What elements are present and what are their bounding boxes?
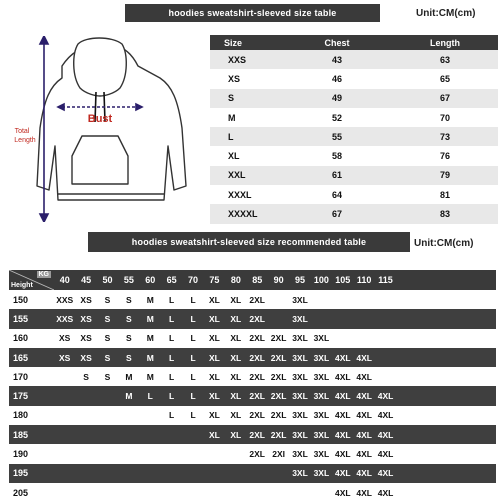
size-cell: XL	[208, 429, 220, 440]
weight-header-cell: 45	[81, 275, 92, 285]
size-cell: 4XL	[377, 410, 394, 421]
height-cell: 175	[13, 391, 29, 402]
size-chart-table	[210, 35, 498, 224]
height-cell: 170	[13, 371, 29, 382]
size-cell: 4XL	[334, 352, 351, 363]
size-cell: 4XL	[377, 468, 394, 479]
size-cell: XL	[230, 410, 242, 421]
size-cell: 3XL	[292, 410, 308, 421]
size-cell: XS	[59, 352, 71, 363]
size-cell: 4XL	[334, 371, 351, 382]
size-cell: L	[169, 410, 175, 421]
size-cell: L	[190, 352, 196, 363]
size-cell: M	[146, 371, 154, 382]
length-cell: 81	[392, 185, 498, 204]
length-cell: 79	[392, 166, 498, 185]
size-cell: L	[169, 313, 175, 324]
size-cell: 2XL	[249, 429, 265, 440]
weight-header-cell: 95	[294, 275, 305, 285]
chest-cell: 67	[282, 204, 392, 223]
size-cell: L	[210, 127, 282, 146]
size-cell: M	[125, 391, 133, 402]
size-cell: XL	[208, 410, 220, 421]
table-row	[9, 386, 496, 405]
chest-cell: 43	[282, 50, 392, 69]
table-row	[210, 127, 498, 146]
size-cell: XL	[230, 371, 242, 382]
height-cell: 195	[13, 468, 29, 479]
weight-header-cell: 90	[273, 275, 284, 285]
height-label: Height	[11, 282, 33, 289]
size-cell: 4XL	[334, 468, 351, 479]
size-cell: L	[169, 333, 175, 344]
rec-table-unit: Unit:CM(cm)	[414, 238, 474, 249]
table-corner	[9, 270, 54, 290]
chest-cell: 49	[282, 89, 392, 108]
size-cell: L	[169, 391, 175, 402]
size-cell: XL	[230, 352, 242, 363]
kg-label: KG	[38, 271, 49, 278]
size-cell: XXS	[56, 294, 74, 305]
size-cell: XS	[80, 294, 92, 305]
weight-header-row	[9, 270, 496, 290]
size-cell: 4XL	[377, 429, 394, 440]
size-cell: XXXXL	[210, 204, 282, 223]
size-cell: 2XL	[249, 391, 265, 402]
size-cell: XL	[210, 146, 282, 165]
table-row	[210, 204, 498, 223]
size-cell: S	[104, 371, 111, 382]
size-table-title: hoodies sweatshirt-sleeved size table	[125, 4, 380, 22]
table-row	[210, 69, 498, 88]
height-cell: 190	[13, 449, 29, 460]
size-cell: L	[147, 391, 153, 402]
size-cell: XS	[80, 352, 92, 363]
table-row	[9, 367, 496, 386]
size-cell: L	[190, 410, 196, 421]
size-cell: 2XL	[270, 333, 287, 344]
size-cell: XL	[208, 294, 220, 305]
table-row	[9, 464, 496, 483]
size-cell: XL	[230, 429, 242, 440]
chest-cell: 52	[282, 108, 392, 127]
length-cell: 67	[392, 89, 498, 108]
size-cell: 3XL	[292, 391, 308, 402]
weight-header-cell: 50	[102, 275, 113, 285]
size-cell: S	[104, 313, 111, 324]
table-row	[9, 348, 496, 367]
size-cell: XXS	[56, 313, 74, 324]
size-cell: 4XL	[334, 487, 351, 498]
size-cell: S	[104, 294, 111, 305]
size-cell: 2XL	[249, 449, 265, 460]
size-cell: 2XL	[270, 410, 287, 421]
size-cell: XL	[230, 333, 242, 344]
size-cell: 3XL	[313, 410, 330, 421]
table-row	[9, 329, 496, 348]
size-cell: XL	[230, 313, 242, 324]
size-cell: XL	[230, 294, 242, 305]
column-header-length: Length	[392, 35, 498, 50]
weight-header-cell: 60	[145, 275, 156, 285]
size-cell: M	[125, 371, 133, 382]
size-cell: 3XL	[292, 429, 308, 440]
weight-header-cell: 80	[230, 275, 241, 285]
size-cell: 3XL	[313, 333, 330, 344]
column-header-size: Size	[210, 35, 282, 50]
weight-header-cell: 85	[252, 275, 263, 285]
size-cell: XS	[80, 333, 92, 344]
size-cell: 4XL	[334, 391, 351, 402]
size-cell: 3XL	[313, 468, 330, 479]
size-cell: XL	[208, 313, 220, 324]
size-cell: 4XL	[356, 410, 372, 421]
size-cell: 3XL	[292, 294, 308, 305]
size-cell: XS	[59, 333, 71, 344]
table-row	[210, 185, 498, 204]
height-cell: 150	[13, 294, 29, 305]
weight-header-cell: 115	[378, 275, 393, 285]
size-cell: XL	[208, 371, 220, 382]
size-cell: L	[190, 294, 196, 305]
size-cell: S	[126, 313, 132, 324]
size-cell: 4XL	[377, 487, 394, 498]
size-cell: 4XL	[377, 449, 394, 460]
size-cell: 2XI	[272, 449, 285, 460]
size-cell: 3XL	[292, 449, 308, 460]
size-cell: 4XL	[356, 371, 372, 382]
size-table-unit: Unit:CM(cm)	[416, 8, 476, 19]
hoodie-illustration	[0, 36, 200, 222]
table-row	[9, 309, 496, 328]
size-cell: 3XL	[313, 429, 330, 440]
rec-table-title: hoodies sweatshirt-sleeved size recommended table	[88, 232, 410, 252]
size-cell: L	[169, 352, 175, 363]
table-row	[9, 406, 496, 425]
size-cell: 2XL	[270, 391, 287, 402]
height-cell: 205	[13, 487, 29, 498]
size-cell: M	[146, 352, 154, 363]
size-cell: 4XL	[334, 410, 351, 421]
size-cell: L	[190, 391, 196, 402]
weight-header-cell: 65	[166, 275, 177, 285]
size-cell: 3XL	[292, 313, 308, 324]
height-cell: 155	[13, 313, 29, 324]
weight-header-cell: 110	[356, 275, 372, 285]
size-cell: 3XL	[292, 352, 308, 363]
size-cell: L	[169, 294, 175, 305]
size-cell: 4XL	[334, 429, 351, 440]
size-cell: XS	[210, 69, 282, 88]
length-cell: 83	[392, 204, 498, 223]
size-cell: 3XL	[313, 449, 330, 460]
size-cell: S	[126, 333, 132, 344]
chest-cell: 64	[282, 185, 392, 204]
size-cell: 4XL	[377, 391, 394, 402]
chest-cell: 61	[282, 166, 392, 185]
chest-cell: 55	[282, 127, 392, 146]
size-cell: XL	[230, 391, 242, 402]
length-cell: 65	[392, 69, 498, 88]
table-row	[9, 483, 496, 502]
size-cell: XL	[208, 333, 220, 344]
weight-header-cell: 55	[123, 275, 134, 285]
size-cell: 2XL	[249, 352, 265, 363]
size-cell: 3XL	[292, 371, 308, 382]
size-cell: 2XL	[249, 333, 265, 344]
size-cell: L	[190, 313, 196, 324]
size-cell: 2XL	[249, 313, 265, 324]
size-cell: L	[190, 333, 196, 344]
size-cell: S	[104, 352, 111, 363]
size-cell: 4XL	[356, 352, 372, 363]
chest-cell: 58	[282, 146, 392, 165]
size-cell: M	[146, 294, 154, 305]
table-row	[9, 425, 496, 444]
size-cell: L	[169, 371, 175, 382]
size-recommendation-table	[9, 270, 496, 502]
weight-header-cell: 105	[335, 275, 351, 285]
size-cell: 4XL	[356, 449, 372, 460]
table-row	[210, 108, 498, 127]
height-cell: 165	[13, 352, 29, 363]
size-cell: 4XL	[356, 391, 372, 402]
table-row	[210, 146, 498, 165]
size-cell: 2XL	[270, 352, 287, 363]
size-cell: 3XL	[292, 333, 308, 344]
length-cell: 76	[392, 146, 498, 165]
size-cell: XXXL	[210, 185, 282, 204]
size-cell: S	[104, 333, 111, 344]
height-cell: 180	[13, 410, 29, 421]
size-cell: XL	[208, 391, 220, 402]
size-cell: 2XL	[270, 429, 287, 440]
size-cell: S	[126, 352, 132, 363]
weight-header-cell: 100	[313, 275, 329, 285]
size-cell: 2XL	[249, 410, 265, 421]
size-cell: S	[126, 294, 132, 305]
table-row	[210, 166, 498, 185]
size-cell: 3XL	[313, 371, 330, 382]
length-cell: 63	[392, 50, 498, 69]
size-cell: 2XL	[249, 294, 265, 305]
size-cell: 4XL	[334, 449, 351, 460]
column-header-chest: Chest	[282, 35, 392, 50]
size-cell: XXS	[210, 50, 282, 69]
size-cell: S	[210, 89, 282, 108]
size-cell: 3XL	[313, 391, 330, 402]
weight-header-cell: 40	[59, 275, 70, 285]
size-cell: 2XL	[249, 371, 265, 382]
chest-cell: 46	[282, 69, 392, 88]
weight-header-cell: 70	[188, 275, 199, 285]
table-row	[9, 444, 496, 463]
height-cell: 160	[13, 333, 29, 344]
total-length-label-2: Length	[14, 137, 36, 144]
size-cell: 4XL	[356, 487, 372, 498]
size-cell: 4XL	[356, 429, 372, 440]
size-cell: XL	[208, 352, 220, 363]
bust-label: Bust	[87, 113, 113, 125]
size-cell: XS	[80, 313, 92, 324]
size-cell: M	[146, 313, 154, 324]
total-length-label-1: Total	[14, 128, 30, 135]
table-row	[210, 50, 498, 69]
table-row	[210, 89, 498, 108]
table-row	[9, 290, 496, 309]
size-cell: 2XL	[270, 371, 287, 382]
size-cell: 4XL	[356, 468, 372, 479]
length-cell: 73	[392, 127, 498, 146]
height-cell: 185	[13, 429, 29, 440]
size-cell: 3XL	[313, 352, 330, 363]
size-cell: XXL	[210, 166, 282, 185]
size-cell: 3XL	[292, 468, 308, 479]
length-cell: 70	[392, 108, 498, 127]
size-cell: S	[83, 371, 89, 382]
weight-header-cell: 75	[209, 275, 220, 285]
size-cell: L	[190, 371, 196, 382]
size-cell: M	[210, 108, 282, 127]
size-cell: M	[146, 333, 154, 344]
